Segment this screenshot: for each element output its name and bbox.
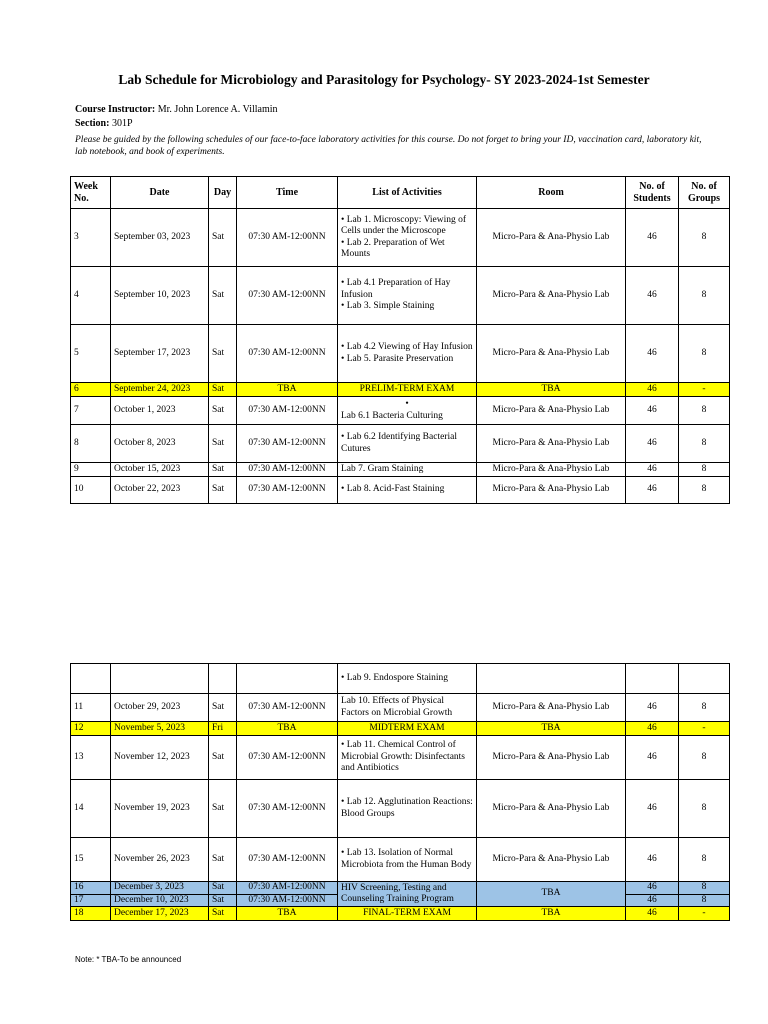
cell-groups: 8: [679, 694, 730, 722]
table-row: [71, 425, 730, 463]
cell-room: TBA: [477, 722, 626, 736]
cell-room: Micro-Para & Ana-Physio Lab: [477, 477, 626, 504]
cell-students: 46: [626, 267, 679, 325]
cell-day: Fri: [209, 722, 237, 736]
cell-date: [111, 664, 209, 694]
cell-day: Sat: [209, 397, 237, 425]
cell-time: 07:30 AM-12:00NN: [237, 477, 338, 504]
cell-groups: 8: [679, 838, 730, 882]
cell-groups: 8: [679, 463, 730, 477]
cell-time: [237, 664, 338, 694]
table-row: [71, 267, 730, 325]
cell-students: 46: [626, 425, 679, 463]
cell-date: December 10, 2023: [111, 894, 209, 907]
cell-students: 46: [626, 477, 679, 504]
table-row: [71, 325, 730, 383]
header-room: Room: [477, 177, 626, 209]
cell-date: December 3, 2023: [111, 882, 209, 895]
cell-groups: 8: [679, 325, 730, 383]
cell-date: October 15, 2023: [111, 463, 209, 477]
cell-students: 46: [626, 722, 679, 736]
cell-date: September 17, 2023: [111, 325, 209, 383]
cell-groups: 8: [679, 736, 730, 780]
cell-room: Micro-Para & Ana-Physio Lab: [477, 397, 626, 425]
header-day: Day: [209, 177, 237, 209]
cell-date: October 8, 2023: [111, 425, 209, 463]
cell-day: Sat: [209, 694, 237, 722]
cell-time: 07:30 AM-12:00NN: [237, 325, 338, 383]
cell-room: Micro-Para & Ana-Physio Lab: [477, 838, 626, 882]
cell-groups: -: [679, 722, 730, 736]
page-title: Lab Schedule for Microbiology and Parasitology for Psychology- SY 2023-2024-1st Semester: [118, 72, 650, 87]
cell-students: 46: [626, 882, 679, 895]
cell-activities: Lab 10. Effects of Physical Factors on Microbial Growth: [338, 694, 477, 722]
cell-groups: 8: [679, 780, 730, 838]
cell-room: Micro-Para & Ana-Physio Lab: [477, 267, 626, 325]
cell-day: Sat: [209, 907, 237, 921]
cell-week: 3: [71, 209, 111, 267]
header-row: [71, 177, 730, 209]
section-value: 301P: [109, 118, 133, 129]
header-time: Time: [237, 177, 338, 209]
cell-room: Micro-Para & Ana-Physio Lab: [477, 209, 626, 267]
cell-students: 46: [626, 209, 679, 267]
table-row: [71, 397, 730, 425]
cell-time: 07:30 AM-12:00NN: [237, 838, 338, 882]
cell-day: Sat: [209, 736, 237, 780]
cell-date: September 10, 2023: [111, 267, 209, 325]
cell-day: Sat: [209, 882, 237, 895]
cell-week: 7: [71, 397, 111, 425]
header-students: No. of Students: [626, 177, 679, 209]
cell-week: 4: [71, 267, 111, 325]
cell-students: 46: [626, 780, 679, 838]
cell-activities: • Lab 4.2 Viewing of Hay Infusion • Lab 5. Parasite Preservation: [338, 325, 477, 383]
cell-date: December 17, 2023: [111, 907, 209, 921]
header-week: Week No.: [71, 177, 111, 209]
cell-room: Micro-Para & Ana-Physio Lab: [477, 736, 626, 780]
header-activities: List of Activities: [338, 177, 477, 209]
cell-activities: FINAL-TERM EXAM: [338, 907, 477, 921]
cell-time: 07:30 AM-12:00NN: [237, 736, 338, 780]
cell-date: October 1, 2023: [111, 397, 209, 425]
cell-day: [209, 664, 237, 694]
cell-day: Sat: [209, 780, 237, 838]
cell-day: Sat: [209, 463, 237, 477]
intro-text: Please be guided by the following schedules of our face-to-face laboratory activities for this course. Do not forget to bring your ID, vaccination card, laboratory kit, lab notebook, and book of experiments.: [75, 135, 702, 157]
cell-students: 46: [626, 397, 679, 425]
cell-activities: PRELIM-TERM EXAM: [338, 383, 477, 397]
cell-time: TBA: [237, 383, 338, 397]
cell-groups: [679, 664, 730, 694]
cell-time: 07:30 AM-12:00NN: [237, 209, 338, 267]
cell-week: 10: [71, 477, 111, 504]
table-row: [71, 694, 730, 722]
section-line: [75, 118, 133, 129]
cell-groups: 8: [679, 397, 730, 425]
cell-room: TBA: [477, 907, 626, 921]
cell-activities: [338, 397, 477, 425]
cell-week: 9: [71, 463, 111, 477]
cell-activities: • Lab 8. Acid-Fast Staining: [338, 477, 477, 504]
cell-time: 07:30 AM-12:00NN: [237, 894, 338, 907]
cell-date: November 19, 2023: [111, 780, 209, 838]
table-row: [71, 383, 730, 397]
cell-week: [71, 664, 111, 694]
cell-week: 13: [71, 736, 111, 780]
schedule-table-1: [70, 176, 730, 504]
header-date: Date: [111, 177, 209, 209]
table-row: [71, 882, 730, 895]
cell-time: TBA: [237, 907, 338, 921]
cell-activities: • Lab 9. Endospore Staining: [338, 664, 477, 694]
cell-room: Micro-Para & Ana-Physio Lab: [477, 780, 626, 838]
cell-day: Sat: [209, 477, 237, 504]
cell-activities: • Lab 1. Microscopy: Viewing of Cells under the Microscope • Lab 2. Preparation of Wet Mounts: [338, 209, 477, 267]
cell-time: 07:30 AM-12:00NN: [237, 397, 338, 425]
cell-groups: 8: [679, 425, 730, 463]
cell-time: 07:30 AM-12:00NN: [237, 780, 338, 838]
cell-week: 15: [71, 838, 111, 882]
cell-activities: Lab 7. Gram Staining: [338, 463, 477, 477]
cell-week: 16: [71, 882, 111, 895]
cell-activities: MIDTERM EXAM: [338, 722, 477, 736]
table-row: [71, 463, 730, 477]
activity-text: Lab 6.1 Bacteria Culturing: [341, 410, 443, 421]
cell-week: 17: [71, 894, 111, 907]
cell-students: 46: [626, 736, 679, 780]
cell-date: September 24, 2023: [111, 383, 209, 397]
table-row: [71, 838, 730, 882]
header-groups: No. of Groups: [679, 177, 730, 209]
bullet: •: [405, 399, 409, 409]
section-label: Section:: [75, 118, 110, 129]
cell-time: 07:30 AM-12:00NN: [237, 425, 338, 463]
cell-time: 07:30 AM-12:00NN: [237, 463, 338, 477]
cell-groups: -: [679, 383, 730, 397]
cell-week: 8: [71, 425, 111, 463]
cell-students: 46: [626, 325, 679, 383]
cell-day: Sat: [209, 325, 237, 383]
cell-time: 07:30 AM-12:00NN: [237, 694, 338, 722]
cell-date: November 5, 2023: [111, 722, 209, 736]
footnote: Note: * TBA-To be announced: [75, 955, 182, 964]
table-row: [71, 209, 730, 267]
cell-week: 11: [71, 694, 111, 722]
cell-groups: 8: [679, 894, 730, 907]
table-row: [71, 664, 730, 694]
cell-groups: -: [679, 907, 730, 921]
instructor-line: [75, 104, 278, 115]
table-row: [71, 722, 730, 736]
cell-date: November 26, 2023: [111, 838, 209, 882]
instructor-value: Mr. John Lorence A. Villamin: [155, 104, 278, 115]
cell-time: 07:30 AM-12:00NN: [237, 267, 338, 325]
cell-room: Micro-Para & Ana-Physio Lab: [477, 425, 626, 463]
cell-students: 46: [626, 907, 679, 921]
cell-students: 46: [626, 463, 679, 477]
cell-groups: 8: [679, 882, 730, 895]
cell-week: 6: [71, 383, 111, 397]
cell-room: TBA: [477, 383, 626, 397]
cell-groups: 8: [679, 477, 730, 504]
cell-week: 18: [71, 907, 111, 921]
cell-room: Micro-Para & Ana-Physio Lab: [477, 694, 626, 722]
cell-room: [477, 664, 626, 694]
cell-activities: • Lab 12. Agglutination Reactions: Blood Groups: [338, 780, 477, 838]
cell-date: October 29, 2023: [111, 694, 209, 722]
cell-week: 12: [71, 722, 111, 736]
table-row: [71, 477, 730, 504]
cell-groups: 8: [679, 267, 730, 325]
cell-time: 07:30 AM-12:00NN: [237, 882, 338, 895]
cell-time: TBA: [237, 722, 338, 736]
cell-day: Sat: [209, 267, 237, 325]
table-row: [71, 780, 730, 838]
cell-groups: 8: [679, 209, 730, 267]
cell-students: 46: [626, 383, 679, 397]
cell-room: Micro-Para & Ana-Physio Lab: [477, 325, 626, 383]
cell-activities: • Lab 4.1 Preparation of Hay Infusion • Lab 3. Simple Staining: [338, 267, 477, 325]
cell-day: Sat: [209, 838, 237, 882]
cell-day: Sat: [209, 894, 237, 907]
table-row: [71, 736, 730, 780]
cell-date: November 12, 2023: [111, 736, 209, 780]
cell-students: 46: [626, 694, 679, 722]
cell-date: October 22, 2023: [111, 477, 209, 504]
cell-room: Micro-Para & Ana-Physio Lab: [477, 463, 626, 477]
cell-day: Sat: [209, 425, 237, 463]
cell-activities: • Lab 6.2 Identifying Bacterial Cutures: [338, 425, 477, 463]
cell-week: 14: [71, 780, 111, 838]
cell-students: 46: [626, 894, 679, 907]
cell-activities: • Lab 11. Chemical Control of Microbial Growth: Disinfectants and Antibiotics: [338, 736, 477, 780]
instructor-label: Course Instructor:: [75, 104, 156, 115]
schedule-table-2: [70, 663, 730, 921]
cell-week: 5: [71, 325, 111, 383]
cell-students: 46: [626, 838, 679, 882]
table-row: [71, 907, 730, 921]
cell-students: [626, 664, 679, 694]
cell-day: Sat: [209, 209, 237, 267]
cell-day: Sat: [209, 383, 237, 397]
cell-hiv-room: TBA: [477, 882, 626, 907]
cell-activities: • Lab 13. Isolation of Normal Microbiota from the Human Body: [338, 838, 477, 882]
cell-hiv-program: HIV Screening, Testing and Counseling Training Program: [338, 882, 477, 907]
cell-date: September 03, 2023: [111, 209, 209, 267]
